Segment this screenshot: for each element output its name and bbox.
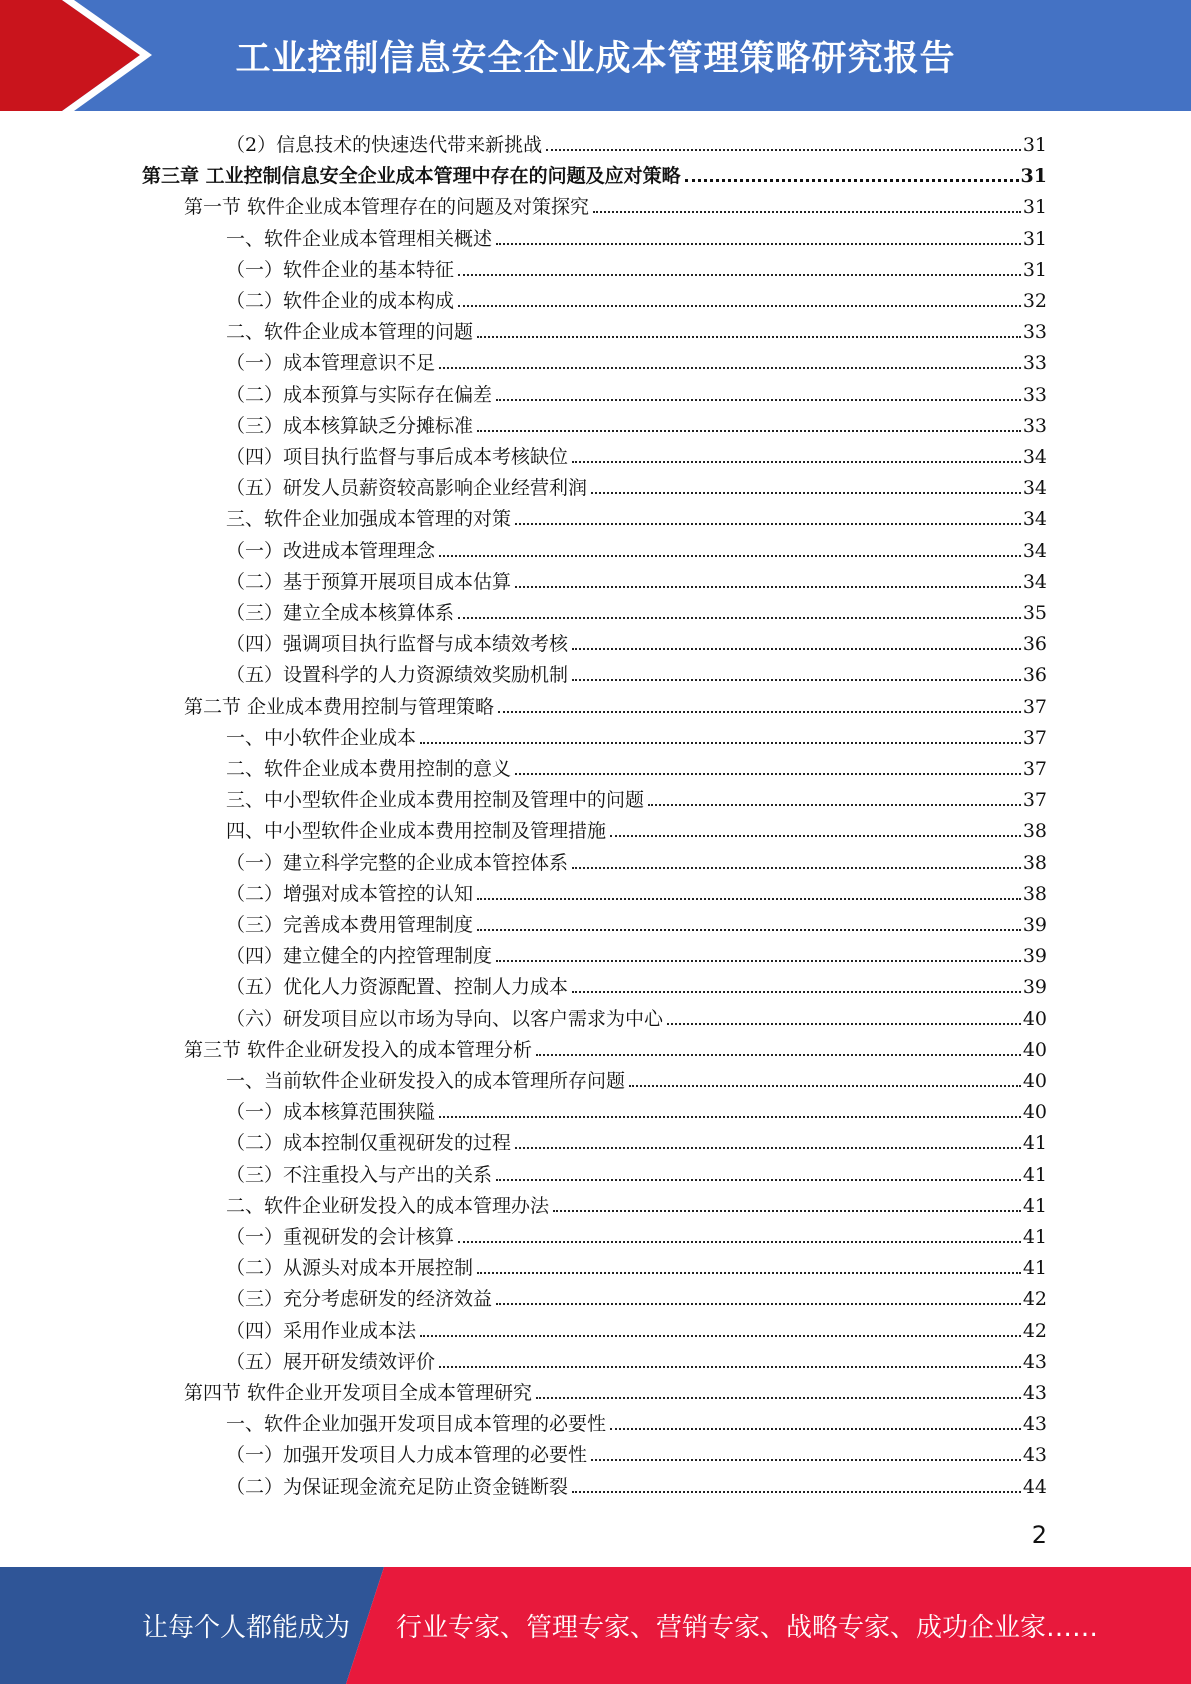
toc-dot-leader <box>610 835 1021 837</box>
toc-dot-leader <box>648 804 1021 806</box>
toc-entry-page: 40 <box>1022 1101 1047 1124</box>
toc-entry[interactable] <box>226 220 1047 251</box>
toc-entry-page: 36 <box>1022 664 1047 687</box>
toc-entry[interactable] <box>226 344 1047 375</box>
toc-entry-label: （五）展开研发绩效评价 <box>226 1350 436 1373</box>
toc-entry-page: 37 <box>1022 758 1047 780</box>
toc-entry[interactable] <box>184 1374 1047 1405</box>
toc-entry-page: 36 <box>1022 633 1047 656</box>
toc-entry-page: 41 <box>1022 1226 1047 1248</box>
toc-entry-page: 38 <box>1022 882 1047 905</box>
toc-entry[interactable] <box>226 656 1047 687</box>
toc-entry-label: 第三节 软件企业研发投入的成本管理分析 <box>184 1038 533 1061</box>
toc-dot-leader <box>477 336 1021 338</box>
toc-entry-label: 第三章 工业控制信息安全企业成本管理中存在的问题及应对策略 <box>142 165 681 188</box>
toc-entry[interactable] <box>226 1468 1047 1499</box>
toc-dot-leader <box>572 461 1021 463</box>
toc-entry[interactable] <box>226 1405 1047 1436</box>
toc-entry[interactable] <box>226 594 1047 625</box>
toc-dot-leader <box>667 1023 1021 1025</box>
toc-entry-label: 一、当前软件企业研发投入的成本管理所存问题 <box>226 1070 626 1092</box>
toc-entry[interactable] <box>226 1280 1047 1311</box>
toc-entry-label: 一、中小软件企业成本 <box>226 726 417 749</box>
toc-dot-leader <box>477 1272 1021 1274</box>
toc-entry-label: （一）成本核算范围狭隘 <box>226 1101 436 1124</box>
toc-entry-label: （五）优化人力资源配置、控制人力成本 <box>226 976 569 999</box>
toc-entry-label: （六）研发项目应以市场为导向、以客户需求为中心 <box>226 1007 664 1030</box>
toc-entry-label: 二、软件企业成本管理的问题 <box>226 321 474 344</box>
toc-entry-page: 41 <box>1022 1194 1047 1217</box>
toc-dot-leader <box>515 523 1021 525</box>
toc-dot-leader <box>536 1397 1021 1399</box>
toc-dot-leader <box>439 555 1021 557</box>
toc-dot-leader <box>439 1366 1021 1368</box>
toc-entry-label: （二）软件企业的成本构成 <box>226 290 455 312</box>
toc-entry-page: 40 <box>1022 1070 1047 1092</box>
toc-dot-leader <box>536 1054 1021 1056</box>
toc-entry-page: 34 <box>1022 477 1047 500</box>
toc-dot-leader <box>496 399 1021 401</box>
toc-entry-page: 38 <box>1022 851 1047 874</box>
toc-dot-leader <box>572 991 1021 993</box>
toc-dot-leader <box>498 711 1021 713</box>
toc-entry-page: 38 <box>1022 820 1047 843</box>
page-header <box>0 0 1191 111</box>
toc-entry-label: 第四节 软件企业开发项目全成本管理研究 <box>184 1382 533 1404</box>
toc-entry-label: 二、软件企业成本费用控制的意义 <box>226 758 512 780</box>
toc-entry-page: 34 <box>1022 539 1047 562</box>
toc-entry[interactable] <box>226 1124 1047 1155</box>
toc-entry[interactable] <box>226 532 1047 563</box>
toc-entry-label: 四、中小型软件企业成本费用控制及管理措施 <box>226 820 607 843</box>
toc-entry-page: 43 <box>1022 1444 1047 1467</box>
toc-entry[interactable] <box>184 688 1047 719</box>
toc-entry-page: 39 <box>1022 914 1047 936</box>
toc-entry-page: 31 <box>1022 258 1047 281</box>
toc-dot-leader <box>572 867 1021 869</box>
toc-dot-leader <box>458 1241 1021 1243</box>
toc-entry[interactable] <box>226 1343 1047 1374</box>
toc-entry-label: （三）完善成本费用管理制度 <box>226 914 474 936</box>
toc-entry[interactable] <box>226 438 1047 469</box>
toc-entry-page: 40 <box>1022 1007 1047 1030</box>
toc-entry[interactable] <box>226 469 1047 500</box>
toc-entry-label: （二）基于预算开展项目成本估算 <box>226 570 512 593</box>
toc-entry-label: （三）建立全成本核算体系 <box>226 602 455 624</box>
toc-entry-page: 44 <box>1022 1475 1047 1498</box>
toc-entry[interactable] <box>226 1000 1047 1031</box>
toc-entry[interactable] <box>226 1187 1047 1218</box>
toc-dot-leader <box>477 430 1021 432</box>
toc-entry[interactable] <box>226 282 1047 313</box>
toc-entry[interactable] <box>226 313 1047 344</box>
toc-entry-page: 31 <box>1022 196 1047 219</box>
toc-entry-label: （四）建立健全的内控管理制度 <box>226 945 493 968</box>
toc-dot-leader <box>515 773 1021 775</box>
toc-entry[interactable] <box>226 563 1047 594</box>
toc-entry-label: （四）采用作业成本法 <box>226 1319 417 1342</box>
document-title: 工业控制信息安全企业成本管理策略研究报告 <box>235 38 956 79</box>
toc-entry-label: （五）研发人员薪资较高影响企业经营利润 <box>226 477 588 500</box>
toc-dot-leader <box>420 1335 1021 1337</box>
toc-entry-page: 39 <box>1022 945 1047 968</box>
toc-dot-leader <box>591 1459 1021 1461</box>
toc-entry-page: 34 <box>1022 446 1047 468</box>
toc-entry[interactable] <box>226 1436 1047 1467</box>
toc-entry[interactable] <box>226 875 1047 906</box>
toc-entry-page: 43 <box>1022 1413 1047 1436</box>
page-number: 2 <box>1031 1521 1047 1549</box>
toc-entry-label: 第二节 企业成本费用控制与管理策略 <box>184 695 495 718</box>
toc-entry-label: 三、中小型软件企业成本费用控制及管理中的问题 <box>226 789 645 812</box>
toc-dot-leader <box>420 742 1021 744</box>
toc-dot-leader <box>593 211 1021 213</box>
toc-entry[interactable] <box>226 1218 1047 1249</box>
toc-dot-leader <box>629 1085 1021 1087</box>
toc-entry-label: 二、软件企业研发投入的成本管理办法 <box>226 1194 550 1217</box>
toc-entry[interactable] <box>142 157 1047 188</box>
toc-entry-label: （2）信息技术的快速迭代带来新挑战 <box>226 134 543 156</box>
toc-entry-label: （五）设置科学的人力资源绩效奖励机制 <box>226 664 569 687</box>
toc-dot-leader <box>439 1116 1021 1118</box>
toc-entry-page: 37 <box>1022 789 1047 812</box>
toc-entry-page: 37 <box>1022 695 1047 718</box>
toc-dot-leader <box>515 1147 1021 1149</box>
toc-entry-page: 41 <box>1022 1163 1047 1186</box>
toc-entry[interactable] <box>226 812 1047 843</box>
toc-entry-page: 37 <box>1022 726 1047 749</box>
toc-entry-label: （二）成本控制仅重视研发的过程 <box>226 1132 512 1155</box>
toc-entry-label: 三、软件企业加强成本管理的对策 <box>226 508 512 531</box>
toc-entry-page: 43 <box>1022 1382 1047 1404</box>
toc-entry-label: （三）不注重投入与产出的关系 <box>226 1163 493 1186</box>
toc-entry-label: 第一节 软件企业成本管理存在的问题及对策探究 <box>184 196 590 219</box>
toc-entry[interactable] <box>184 1031 1047 1062</box>
toc-entry-label: （四）强调项目执行监督与成本绩效考核 <box>226 633 569 656</box>
toc-entry-page: 39 <box>1022 976 1047 999</box>
toc-entry-page: 34 <box>1022 508 1047 531</box>
toc-entry[interactable] <box>226 1093 1047 1124</box>
toc-dot-leader <box>515 586 1021 588</box>
toc-dot-leader <box>477 898 1021 900</box>
toc-entry-label: （四）项目执行监督与事后成本考核缺位 <box>226 446 569 468</box>
toc-dot-leader <box>685 179 1019 182</box>
toc-entry[interactable] <box>226 1249 1047 1280</box>
toc-entry-label: （一）建立科学完整的企业成本管控体系 <box>226 851 569 874</box>
toc-dot-leader <box>496 243 1021 245</box>
toc-entry[interactable] <box>226 906 1047 937</box>
toc-dot-leader <box>458 617 1021 619</box>
toc-entry-page: 35 <box>1022 602 1047 624</box>
footer-slogan-right: 行业专家、管理专家、营销专家、战略专家、成功企业家…… <box>396 1613 1099 1643</box>
toc-entry[interactable] <box>184 188 1047 219</box>
toc-dot-leader <box>458 305 1021 307</box>
toc-entry[interactable] <box>226 1062 1047 1093</box>
toc-entry-label: 一、软件企业加强开发项目成本管理的必要性 <box>226 1413 607 1436</box>
toc-entry-page: 41 <box>1022 1132 1047 1155</box>
toc-entry-label: （二）从源头对成本开展控制 <box>226 1257 474 1280</box>
toc-entry-label: （一）加强开发项目人力成本管理的必要性 <box>226 1444 588 1467</box>
toc-entry-page: 31 <box>1022 227 1047 250</box>
toc-entry[interactable] <box>226 251 1047 282</box>
toc-entry-label: 一、软件企业成本管理相关概述 <box>226 227 493 250</box>
toc-dot-leader <box>572 679 1021 681</box>
toc-entry-label: （二）增强对成本管控的认知 <box>226 882 474 905</box>
toc-dot-leader <box>477 929 1021 931</box>
toc-entry-label: （一）成本管理意识不足 <box>226 352 436 375</box>
toc-entry[interactable] <box>226 407 1047 438</box>
toc-entry-page: 34 <box>1022 570 1047 593</box>
toc-dot-leader <box>572 1491 1021 1493</box>
toc-entry[interactable] <box>226 500 1047 531</box>
toc-entry-page: 42 <box>1022 1288 1047 1311</box>
toc-dot-leader <box>553 1210 1021 1212</box>
toc-entry-label: （二）为保证现金流充足防止资金链断裂 <box>226 1475 569 1498</box>
toc-entry-page: 31 <box>1020 165 1047 188</box>
toc-entry-page: 42 <box>1022 1319 1047 1342</box>
toc-entry[interactable] <box>226 937 1047 968</box>
toc-entry[interactable] <box>226 968 1047 999</box>
footer-slogan-left: 让每个人都能成为 <box>142 1613 351 1643</box>
toc-dot-leader <box>496 1303 1021 1305</box>
toc-dot-leader <box>591 492 1021 494</box>
toc-dot-leader <box>496 1179 1021 1181</box>
toc-entry-page: 31 <box>1022 134 1047 156</box>
toc-entry-label: （一）软件企业的基本特征 <box>226 258 455 281</box>
toc-entry-page: 33 <box>1022 383 1047 406</box>
page-footer <box>0 1567 1191 1684</box>
toc-entry[interactable] <box>226 625 1047 656</box>
toc-entry-page: 33 <box>1022 414 1047 437</box>
toc-entry[interactable] <box>226 126 1047 157</box>
toc-dot-leader <box>458 274 1021 276</box>
toc-entry-page: 33 <box>1022 352 1047 375</box>
toc-entry[interactable] <box>226 750 1047 781</box>
toc-entry[interactable] <box>226 719 1047 750</box>
toc-entry-page: 40 <box>1022 1038 1047 1061</box>
toc-entry-page: 33 <box>1022 321 1047 344</box>
toc-entry[interactable] <box>226 1312 1047 1343</box>
toc-dot-leader <box>572 648 1021 650</box>
toc-entry[interactable] <box>226 376 1047 407</box>
toc-dot-leader <box>610 1428 1021 1430</box>
toc-dot-leader <box>439 367 1021 369</box>
toc-dot-leader <box>496 960 1021 962</box>
toc-entry-label: （一）改进成本管理理念 <box>226 539 436 562</box>
toc-entry[interactable] <box>226 844 1047 875</box>
toc-entry-label: （三）成本核算缺乏分摊标准 <box>226 414 474 437</box>
toc-dot-leader <box>546 149 1021 151</box>
toc-entry[interactable] <box>226 1156 1047 1187</box>
toc-entry-label: （二）成本预算与实际存在偏差 <box>226 383 493 406</box>
toc-entry[interactable] <box>226 781 1047 812</box>
toc-entry-page: 32 <box>1022 290 1047 312</box>
toc-entry-page: 41 <box>1022 1257 1047 1280</box>
toc-entry-page: 43 <box>1022 1350 1047 1373</box>
toc-entry-label: （三）充分考虑研发的经济效益 <box>226 1288 493 1311</box>
toc-entry-label: （一）重视研发的会计核算 <box>226 1226 455 1248</box>
